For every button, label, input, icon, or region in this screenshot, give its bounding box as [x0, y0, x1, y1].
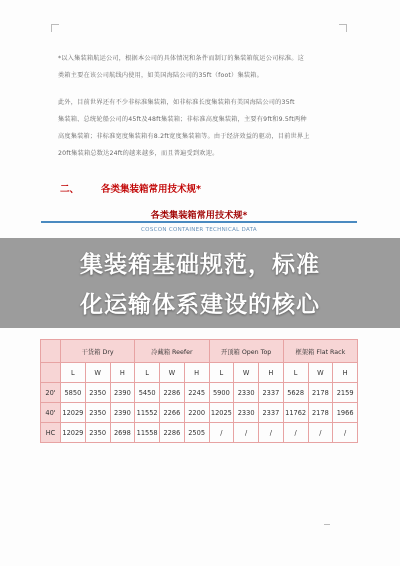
row-label: HC — [41, 423, 61, 443]
subheader-l: L — [283, 363, 308, 383]
section-number: 二、 — [60, 184, 80, 195]
table-cell: 2390 — [110, 383, 135, 403]
subheader-l: L — [61, 363, 86, 383]
crop-mark-right — [339, 24, 347, 32]
paragraph-line: 类箱主要在该公司航线内使用，如美国海陆公司的35ft（foot）集装箱。 — [58, 72, 263, 79]
table-cell: 2245 — [184, 383, 209, 403]
table-cell: / — [234, 423, 259, 443]
paragraph-line: 高度集装箱；非标准宽度集装箱有8.2ft宽度集装箱等。由于经济效益的驱动，目前世界上 — [58, 133, 310, 140]
banner-divider — [41, 221, 357, 223]
table-cell: / — [259, 423, 284, 443]
group-header-dry: 干货箱 Dry — [61, 340, 135, 363]
subheader-l: L — [209, 363, 234, 383]
table-cell: 5628 — [283, 383, 308, 403]
table-cell: 11762 — [283, 403, 308, 423]
table-cell: 2698 — [110, 423, 135, 443]
table-cell: 12025 — [209, 403, 234, 423]
banner-title: 各类集装箱常用技术规* — [150, 210, 248, 221]
table-cell: 2178 — [308, 383, 333, 403]
table-cell: / — [283, 423, 308, 443]
table-row — [41, 403, 358, 423]
row-label: 20' — [41, 383, 61, 403]
subheader-w: W — [85, 363, 110, 383]
table-cell: 2178 — [308, 403, 333, 423]
subheader-h: H — [110, 363, 135, 383]
table-cell: 2330 — [234, 403, 259, 423]
subheader-w: W — [160, 363, 185, 383]
table-corner-cell — [41, 340, 61, 363]
subheader-w: W — [308, 363, 333, 383]
subheader-corner — [41, 363, 61, 383]
table-cell: 2266 — [160, 403, 185, 423]
table-cell: 2286 — [160, 383, 185, 403]
table-cell: 5450 — [135, 383, 160, 403]
table-cell: / — [308, 423, 333, 443]
subheader-h: H — [259, 363, 284, 383]
group-header-open-top: 开顶箱 Open Top — [209, 340, 283, 363]
table-cell: 11558 — [135, 423, 160, 443]
table-cell: 2337 — [259, 383, 284, 403]
paragraph-line: 集装箱、总统轮船公司的45ft及48ft集装箱；非标准高度集装箱，主要有9ft和9.5ft两种 — [58, 116, 307, 123]
group-header-flat-rack: 框架箱 Flat Rack — [283, 340, 357, 363]
group-header-reefer: 冷藏箱 Reefer — [135, 340, 209, 363]
headline-line-1: 集装箱基础规范，标准 — [80, 252, 320, 278]
subheader-w: W — [234, 363, 259, 383]
table-cell: / — [209, 423, 234, 443]
table-cell: 11552 — [135, 403, 160, 423]
table-cell: 2330 — [234, 383, 259, 403]
table-cell: 2337 — [259, 403, 284, 423]
table-cell: 2286 — [160, 423, 185, 443]
section-heading — [60, 181, 201, 195]
table-row — [41, 423, 358, 443]
crop-mark-bottom — [324, 524, 330, 528]
table-cell: 1966 — [333, 403, 358, 423]
headline-line-2: 化运输体系建设的核心 — [80, 292, 320, 318]
table-cell: 5900 — [209, 383, 234, 403]
table-cell: 5850 — [61, 383, 86, 403]
container-spec-table — [40, 339, 358, 443]
table-cell: 2350 — [85, 423, 110, 443]
subheader-l: L — [135, 363, 160, 383]
table-cell: 2390 — [110, 403, 135, 423]
table-cell: 2159 — [333, 383, 358, 403]
table-cell: 12029 — [61, 423, 86, 443]
section-title: 各类集装箱常用技术规* — [101, 184, 201, 195]
table-row — [41, 383, 358, 403]
table-cell: 2350 — [85, 403, 110, 423]
table-cell: 2350 — [85, 383, 110, 403]
headline-overlay — [0, 238, 400, 328]
table-cell: 2200 — [184, 403, 209, 423]
table-cell: / — [333, 423, 358, 443]
crop-mark-left — [51, 24, 59, 32]
paragraph-line: 20ft集装箱总数达24ft的越来越多，而且普遍受到欢迎。 — [58, 150, 219, 157]
row-label: 40' — [41, 403, 61, 423]
subheader-h: H — [333, 363, 358, 383]
paragraph-line: 此外，目前世界还有不少非标准集装箱，如非标准长度集装箱有美国海陆公司的35ft — [58, 99, 295, 106]
table-cell: 2505 — [184, 423, 209, 443]
paragraph-line: *以入集装箱航运公司，根据本公司的具体情况和条件而制订的集装箱航运公司标准。这 — [58, 55, 305, 62]
table-cell: 12029 — [61, 403, 86, 423]
subheader-h: H — [184, 363, 209, 383]
banner-subtitle: COSCON CONTAINER TECHNICAL DATA — [141, 227, 257, 233]
